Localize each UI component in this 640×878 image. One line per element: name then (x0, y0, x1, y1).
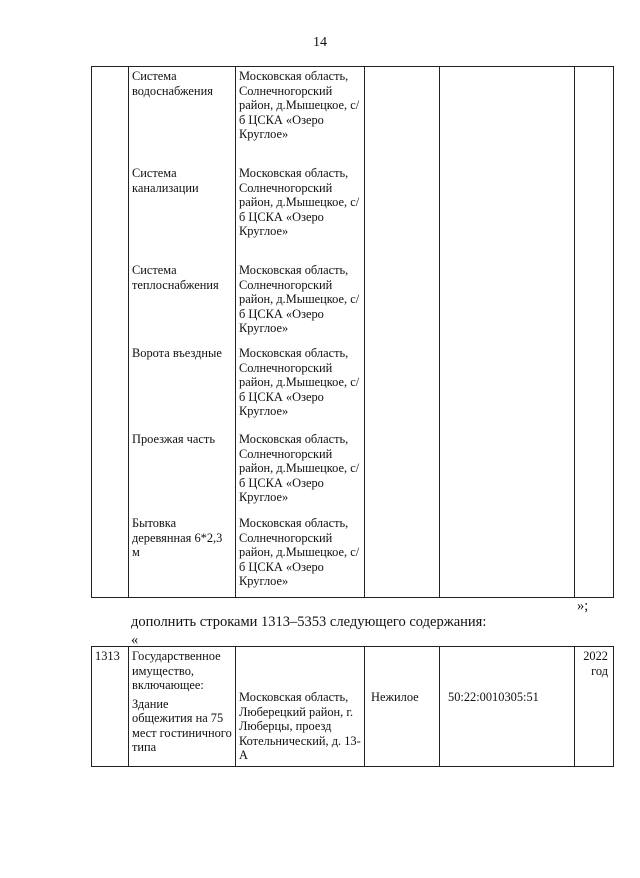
object-name: Система канализации (132, 166, 199, 195)
object-name: Система теплоснабжения (132, 263, 219, 292)
continuation-text: дополнить строками 1313–5353 следующего содержания: (131, 614, 487, 630)
object-address: Московская область, Солнечногорский район, д.Мышецкое, с/б ЦСКА «Озеро Круглое» (239, 516, 360, 588)
object-address: Московская область, Солнечногорский район, д.Мышецкое, с/б ЦСКА «Озеро Круглое» (239, 263, 360, 335)
object-type: Нежилое (371, 690, 419, 704)
object-address: Московская область, Солнечногорский район, д.Мышецкое, с/б ЦСКА «Озеро Круглое» (239, 166, 360, 238)
object-address: Московская область, Солнечногорский район, д.Мышецкое, с/б ЦСКА «Озеро Круглое» (239, 69, 360, 141)
object-name: Здание общежития на 75 мест гостиничного типа (132, 696, 232, 754)
cadastral-cell (440, 647, 575, 767)
object-address: Московская область, Солнечногорский район, д.Мышецкое, с/б ЦСКА «Озеро Круглое» (239, 346, 360, 418)
closing-quote: »; (577, 598, 589, 614)
num-cell (92, 67, 129, 598)
name-column (129, 67, 236, 598)
object-name: Ворота въездные (132, 346, 222, 360)
object-name: Проезжая часть (132, 432, 215, 446)
object-title: Государственное имущество, включающее: (132, 649, 221, 692)
top-table (91, 66, 614, 598)
row-number: 1313 (92, 647, 129, 767)
object-name-cell (129, 647, 236, 767)
page-number: 14 (313, 35, 327, 50)
cadastral-number: 50:22:0010305:51 (448, 690, 539, 704)
object-address: Московская область, Солнечногорский район, д.Мышецкое, с/б ЦСКА «Озеро Круглое» (239, 432, 360, 504)
bottom-table (91, 646, 614, 767)
year-column (575, 67, 614, 598)
type-cell (365, 647, 440, 767)
address-column (236, 67, 365, 598)
address-cell (236, 647, 365, 767)
year-cell: 2022 год (575, 647, 614, 767)
type-column (365, 67, 440, 598)
cadastral-column (440, 67, 575, 598)
object-name: Система водоснабжения (132, 69, 213, 98)
opening-quote: « (131, 632, 139, 648)
object-name: Бытовка деревянная 6*2,3 м (132, 516, 223, 559)
object-address: Московская область, Люберецкий район, г. Люберцы, проезд Котельнический, д. 13- А (239, 690, 361, 762)
